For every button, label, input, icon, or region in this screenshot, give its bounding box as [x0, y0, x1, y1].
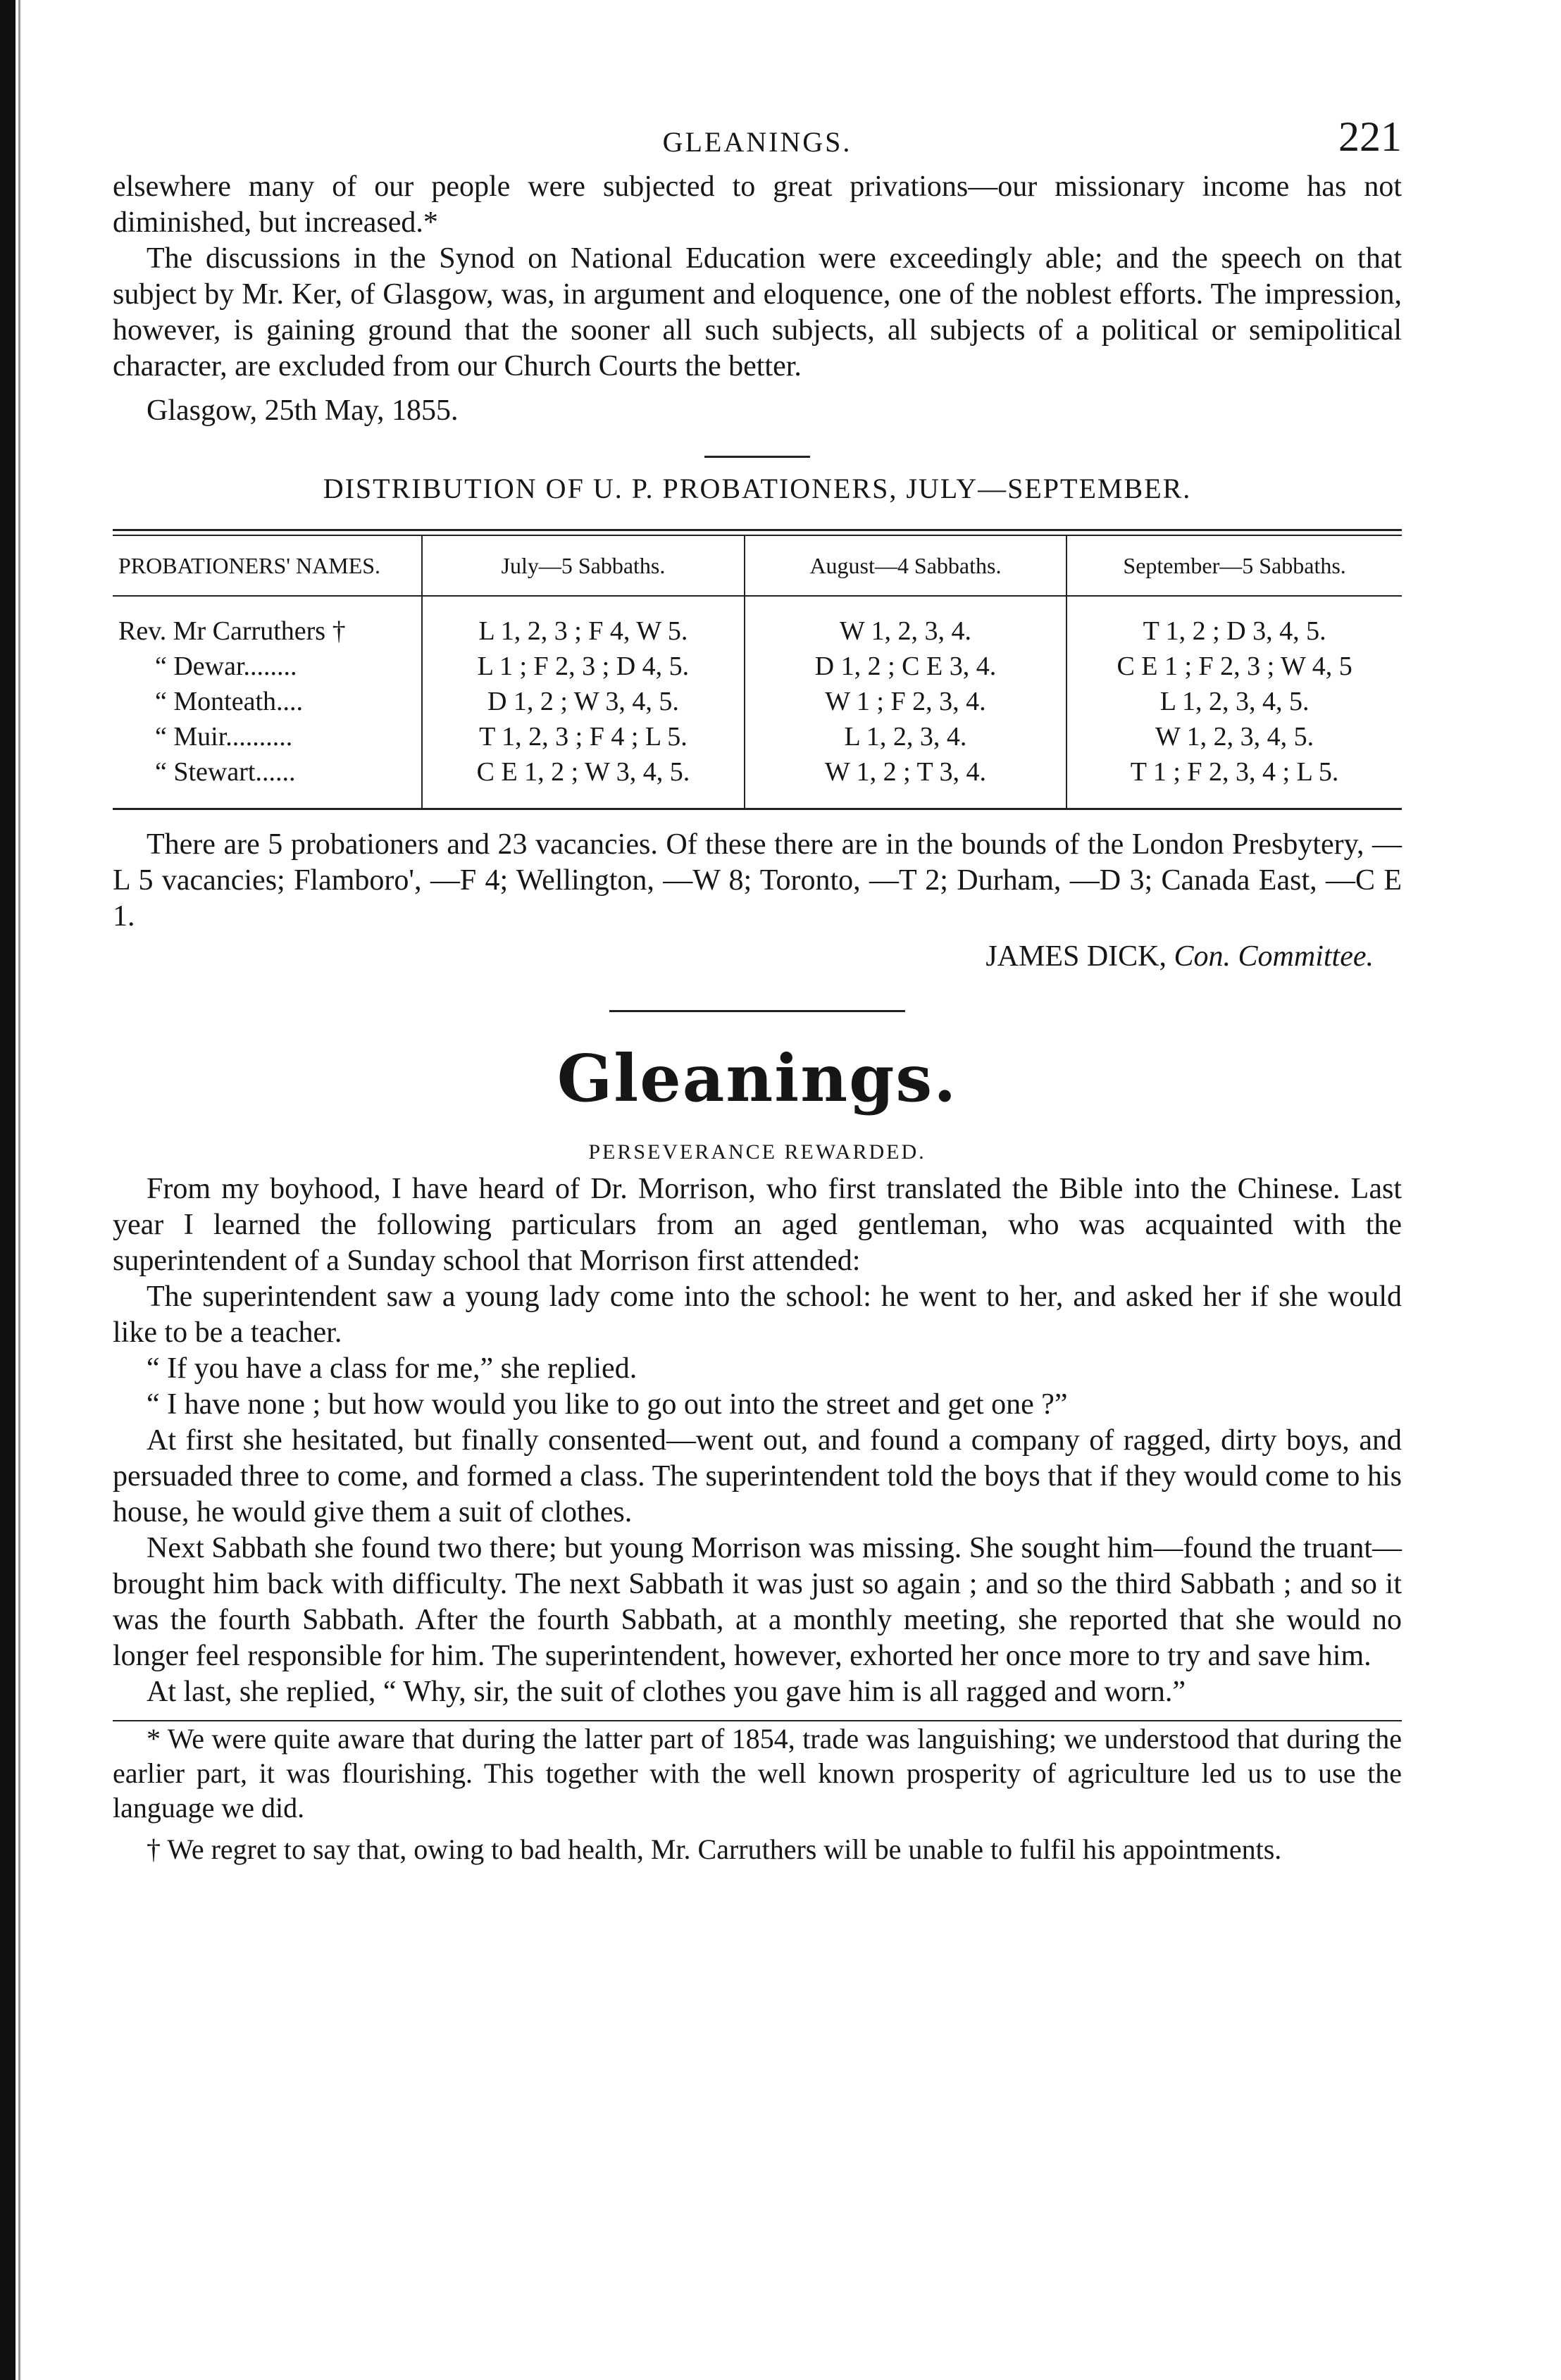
- july-cell: L 1, 2, 3 ; F 4, W 5.: [422, 596, 745, 649]
- september-cell: C E 1 ; F 2, 3 ; W 4, 5: [1066, 649, 1402, 684]
- table-row: [113, 596, 1402, 649]
- september-cell: W 1, 2, 3, 4, 5.: [1066, 719, 1402, 754]
- article-subheading: PERSEVERANCE REWARDED.: [588, 1140, 926, 1164]
- header-names: PROBATIONERS' NAMES.: [118, 552, 381, 578]
- september-cell: L 1, 2, 3, 4, 5.: [1066, 684, 1402, 719]
- signature-name: JAMES DICK,: [985, 940, 1167, 973]
- article-paragraph: Next Sabbath she found two there; but young Morrison was missing. She sought him—found the truant—brought him back with difficulty. The next Sabbath it was just so again ; and so the third Sabbath ; and so it was the fourth Sabbath. After the fourth Sabbath, at a monthly meeting, she reported that she would no longer feel responsible for him. The superintendent, however, exhorted her once more to try and save him.: [113, 1532, 1402, 1672]
- header-august: August—4 Sabbaths.: [745, 536, 1067, 596]
- section-divider: [609, 1010, 905, 1012]
- running-head-title: GLEANINGS.: [662, 126, 852, 158]
- distribution-title: DISTRIBUTION OF U. P. PROBATIONERS, JULY—SEPTEMBER.: [323, 473, 1192, 504]
- article-paragraph: From my boyhood, I have heard of Dr. Morrison, who first translated the Bible into the Chinese. Last year I learned the following particulars from an aged gentleman, who was acquainted with the superintendent of a Sunday school that Morrison first attended:: [113, 1173, 1402, 1277]
- article-paragraph: “ If you have a class for me,” she replied.: [147, 1352, 638, 1385]
- footnote-dagger: † We regret to say that, owing to bad health, Mr. Carruthers will be unable to fulfil his appointments.: [147, 1833, 1282, 1865]
- probationer-name: “ Monteath....: [155, 687, 304, 716]
- table-row: [113, 649, 1402, 684]
- august-cell: L 1, 2, 3, 4.: [745, 719, 1067, 754]
- running-head: [113, 106, 1402, 169]
- signature-title: Con. Committee.: [1174, 940, 1374, 973]
- probationer-name: Rev. Mr Carruthers †: [118, 616, 346, 646]
- article-paragraph: At last, she replied, “ Why, sir, the suit of clothes you gave him is all ragged and worn.”: [147, 1676, 1186, 1708]
- section-divider: [704, 456, 810, 458]
- page-number: 221: [1338, 113, 1402, 160]
- footnote-asterisk: * We were quite aware that during the latter part of 1854, trade was languishing; we understood that during the earlier part, it was flourishing. This together with the well known prosperity of agriculture led us to use the language we did.: [113, 1723, 1402, 1824]
- august-cell: D 1, 2 ; C E 3, 4.: [745, 649, 1067, 684]
- july-cell: T 1, 2, 3 ; F 4 ; L 5.: [422, 719, 745, 754]
- september-cell: T 1 ; F 2, 3, 4 ; L 5.: [1066, 754, 1402, 808]
- table-row: [113, 754, 1402, 808]
- header-july: July—5 Sabbaths.: [422, 536, 745, 596]
- article-paragraph: The superintendent saw a young lady come into the school: he went to her, and asked her if she would like to be a teacher.: [113, 1281, 1402, 1349]
- july-cell: D 1, 2 ; W 3, 4, 5.: [422, 684, 745, 719]
- probationer-name: “ Stewart......: [155, 757, 296, 787]
- table-top-rule: [113, 529, 1402, 536]
- intro-paragraph-1: elsewhere many of our people were subjected to great privations—our missionary income has not diminished, but increased.*: [113, 170, 1402, 239]
- september-cell: T 1, 2 ; D 3, 4, 5.: [1066, 596, 1402, 649]
- table-row: [113, 684, 1402, 719]
- gleanings-heading: Gleanings.: [556, 1040, 958, 1116]
- table-row: [113, 719, 1402, 754]
- header-september: September—5 Sabbaths.: [1066, 536, 1402, 596]
- table-header-row: [113, 536, 1402, 596]
- intro-paragraph-2: The discussions in the Synod on National Education were exceedingly able; and the speech on that subject by Mr. Ker, of Glasgow, was, in argument and eloquence, one of the noblest efforts. The impression, however, is gaining ground that the sooner all such subjects, all subjects of a political or semipolitical character, are excluded from our Church Courts the better.: [113, 242, 1402, 382]
- august-cell: W 1, 2, 3, 4.: [745, 596, 1067, 649]
- article-paragraph: At first she hesitated, but finally consented—went out, and found a company of ragged, dirty boys, and persuaded three to come, and formed a class. The superintendent told the boys that if they would come to his house, he would give them a suit of clothes.: [113, 1424, 1402, 1528]
- table-bottom-rule: [113, 808, 1402, 810]
- july-cell: C E 1, 2 ; W 3, 4, 5.: [422, 754, 745, 808]
- dateline: Glasgow, 25th May, 1855.: [147, 394, 459, 427]
- july-cell: L 1 ; F 2, 3 ; D 4, 5.: [422, 649, 745, 684]
- august-cell: W 1 ; F 2, 3, 4.: [745, 684, 1067, 719]
- signature: [113, 939, 1402, 975]
- vacancies-note: There are 5 probationers and 23 vacancies. Of these there are in the bounds of the London Presbytery, —L 5 vacancies; Flamboro', —F 4; Wellington, —W 8; Toronto, —T 2; Durham, —D 3; Canada East, —C E 1.: [113, 828, 1402, 933]
- probationer-name: “ Muir..........: [155, 722, 293, 752]
- page: [113, 106, 1402, 1867]
- article-paragraph: “ I have none ; but how would you like to go out into the street and get one ?”: [147, 1388, 1068, 1421]
- august-cell: W 1, 2 ; T 3, 4.: [745, 754, 1067, 808]
- probationers-table: [113, 536, 1402, 808]
- book-spine-shadow: [18, 0, 20, 2380]
- book-spine-edge: [0, 0, 15, 2380]
- probationer-name: “ Dewar........: [155, 652, 297, 681]
